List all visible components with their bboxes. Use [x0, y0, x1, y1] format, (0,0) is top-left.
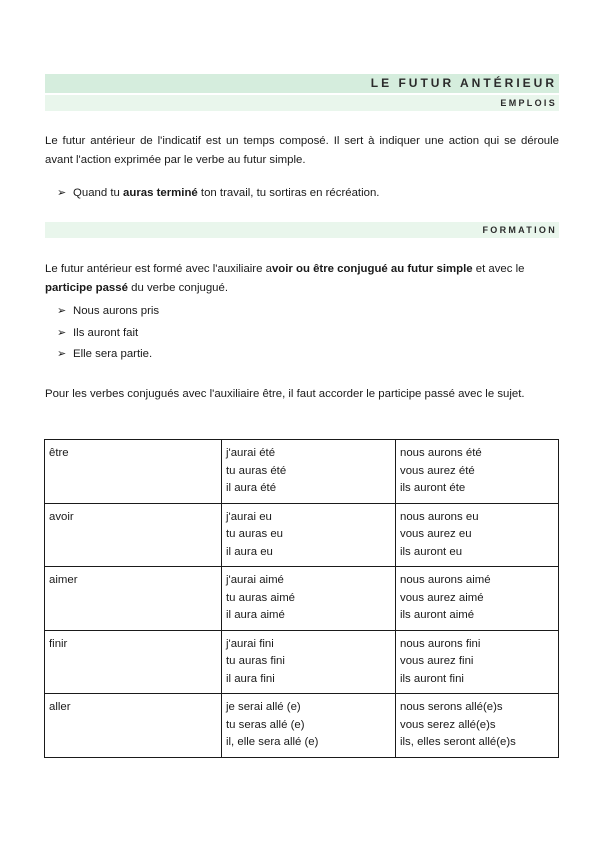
verb-cell — [45, 694, 222, 758]
singular-form: il aura été — [226, 482, 277, 494]
bullet-arrow-icon: ➢ — [57, 327, 67, 339]
verb-cell — [45, 567, 222, 631]
emplois-paragraph: Le futur antérieur de l'indicatif est un temps composé. Il sert à indiquer une action qui se déroule avant l'action exprimée par le verbe au futur simple. — [45, 135, 559, 166]
example-text-before: Quand tu — [73, 187, 124, 199]
plural-forms-cell — [396, 567, 559, 631]
plural-form: ils auront fini — [400, 672, 464, 685]
verb-cell — [45, 503, 222, 567]
singular-forms-cell — [222, 440, 396, 504]
table-row — [45, 630, 559, 694]
conjugation-table — [44, 439, 559, 758]
singular-form: j'aurai aimé — [226, 574, 284, 586]
singular-form: j'aurai été — [226, 447, 276, 459]
singular-form: je serai allé (e) — [226, 701, 301, 713]
plural-form: vous aurez aimé — [400, 591, 484, 604]
plural-forms-cell — [396, 630, 559, 694]
singular-form: j'aurai fini — [226, 637, 274, 650]
singular-form: tu seras allé (e) — [226, 718, 305, 731]
example-text-bold: auras terminé — [123, 187, 198, 199]
example-text-after: ton travail, tu sortiras en récréation. — [197, 187, 380, 199]
emplois-example — [57, 185, 379, 201]
singular-form: tu auras été — [226, 464, 287, 477]
bullet-arrow-icon: ➢ — [57, 305, 67, 317]
plural-form: nous serons allé(e)s — [400, 701, 503, 713]
plural-forms-cell — [396, 503, 559, 567]
verb-infinitive: aimer — [49, 574, 78, 586]
plural-form: vous aurez eu — [400, 528, 472, 540]
plural-forms-cell — [396, 694, 559, 758]
singular-form: il aura fini — [226, 672, 275, 685]
plural-form: nous aurons eu — [400, 510, 479, 523]
singular-form: j'aurai eu — [226, 510, 272, 523]
plural-form: vous aurez été — [400, 464, 475, 477]
bullet-arrow-icon: ➢ — [57, 348, 67, 360]
verb-cell — [45, 630, 222, 694]
section-heading-emplois: EMPLOIS — [45, 95, 559, 111]
verb-infinitive: finir — [49, 637, 68, 650]
singular-forms-cell — [222, 503, 396, 567]
formation-text-bold-1: voir ou être conjugué au futur simple — [271, 263, 473, 275]
formation-example — [57, 303, 159, 319]
plural-form: ils, elles seront allé(e)s — [400, 736, 516, 748]
formation-example-text: Elle sera partie. — [73, 348, 153, 360]
singular-forms-cell — [222, 567, 396, 631]
plural-forms-cell — [396, 440, 559, 504]
page-title: LE FUTUR ANTÉRIEUR — [45, 74, 559, 93]
formation-text-b: et avec le — [472, 263, 525, 275]
formation-text-bold-2: participe passé — [45, 282, 128, 294]
formation-text-a: Le futur antérieur est formé avec l'auxiliaire a — [45, 263, 272, 275]
formation-example — [57, 346, 152, 362]
verb-cell — [45, 440, 222, 504]
section-heading-formation: FORMATION — [45, 222, 559, 238]
formation-example — [57, 325, 138, 341]
table-row — [45, 503, 559, 567]
formation-example-text: Ils auront fait — [73, 327, 139, 339]
singular-forms-cell — [222, 630, 396, 694]
plural-form: vous aurez fini — [400, 655, 474, 667]
verb-infinitive: avoir — [49, 510, 74, 523]
plural-form: ils auront eu — [400, 545, 463, 558]
table-row — [45, 440, 559, 504]
plural-form: nous aurons fini — [400, 637, 481, 650]
table-row — [45, 694, 559, 758]
plural-form: ils auront éte — [400, 482, 466, 494]
verb-infinitive: être — [49, 447, 69, 459]
singular-form: tu auras fini — [226, 655, 285, 667]
singular-form: tu auras aimé — [226, 591, 296, 604]
singular-form: il aura eu — [226, 545, 273, 558]
formation-example-text: Nous aurons pris — [73, 305, 160, 317]
verb-infinitive: aller — [49, 701, 71, 713]
agreement-note: Pour les verbes conjugués avec l'auxiliaire être, il faut accorder le participe passé avec le sujet. — [45, 388, 525, 400]
singular-form: tu auras eu — [226, 528, 283, 540]
plural-form: vous serez allé(e)s — [400, 718, 496, 731]
singular-forms-cell — [222, 694, 396, 758]
singular-form: il aura aimé — [226, 609, 285, 621]
table-row — [45, 567, 559, 631]
formation-paragraph — [45, 260, 559, 298]
plural-form: ils auront aimé — [400, 609, 475, 621]
plural-form: nous aurons été — [400, 447, 482, 459]
formation-text-c: du verbe conjugué. — [127, 282, 229, 294]
plural-form: nous aurons aimé — [400, 574, 491, 586]
singular-form: il, elle sera allé (e) — [226, 736, 319, 748]
bullet-arrow-icon: ➢ — [57, 187, 67, 199]
